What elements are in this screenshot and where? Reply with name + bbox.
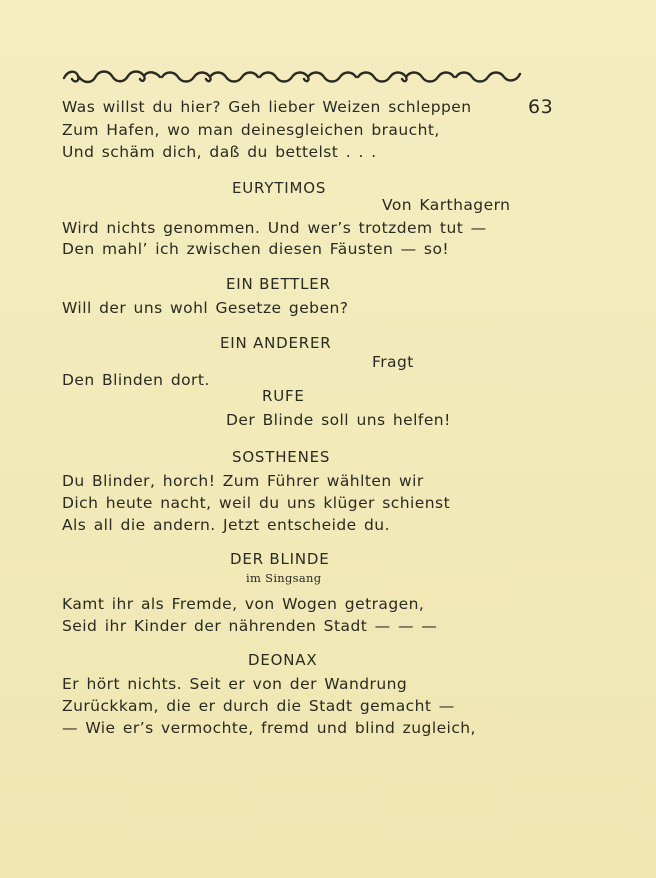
speaker-name: SOSTHENES (232, 448, 331, 466)
speaker-name: DER BLINDE (230, 550, 330, 568)
decorative-border-ornament (62, 68, 524, 86)
verse-line: Und schäm dich, daß du bettelst . . . (62, 143, 377, 161)
speaker-name: EIN BETTLER (226, 275, 331, 293)
verse-line: Als all die andern. Jetzt entscheide du. (62, 516, 390, 534)
verse-line: Zurückkam, die er durch die Stadt gemacht — (62, 697, 455, 715)
verse-line: Fragt (372, 353, 414, 371)
verse-line: Dich heute nacht, weil du uns klüger schienst (62, 494, 451, 512)
speaker-name: DEONAX (248, 651, 318, 669)
verse-line: Den mahl’ ich zwischen diesen Fäusten — so! (62, 240, 450, 258)
verse-line: Der Blinde soll uns helfen! (226, 411, 451, 429)
verse-line: Kamt ihr als Fremde, von Wogen getragen, (62, 595, 425, 613)
verse-line: Du Blinder, horch! Zum Führer wählten wir (62, 472, 424, 490)
verse-line: Will der uns wohl Gesetze geben? (62, 299, 349, 317)
verse-line: Von Karthagern (382, 196, 511, 214)
speaker-name: EIN ANDERER (220, 334, 332, 352)
page-number: 63 (528, 96, 554, 118)
verse-line: Seid ihr Kinder der nährenden Stadt — — — (62, 617, 438, 635)
verse-line: Wird nichts genommen. Und wer’s trotzdem tut — (62, 219, 487, 237)
verse-line: Er hört nichts. Seit er von der Wandrung (62, 675, 408, 693)
speaker-name: EURYTIMOS (232, 179, 327, 197)
verse-line: — Wie er’s vermochte, fremd und blind zugleich, (62, 719, 476, 737)
verse-line: Zum Hafen, wo man deinesgleichen braucht, (62, 121, 440, 139)
speaker-name: RUFE (262, 387, 305, 405)
verse-line: Was willst du hier? Geh lieber Weizen schleppen (62, 98, 472, 116)
verse-line: Den Blinden dort. (62, 371, 210, 389)
stage-direction: im Singsang (246, 571, 322, 585)
